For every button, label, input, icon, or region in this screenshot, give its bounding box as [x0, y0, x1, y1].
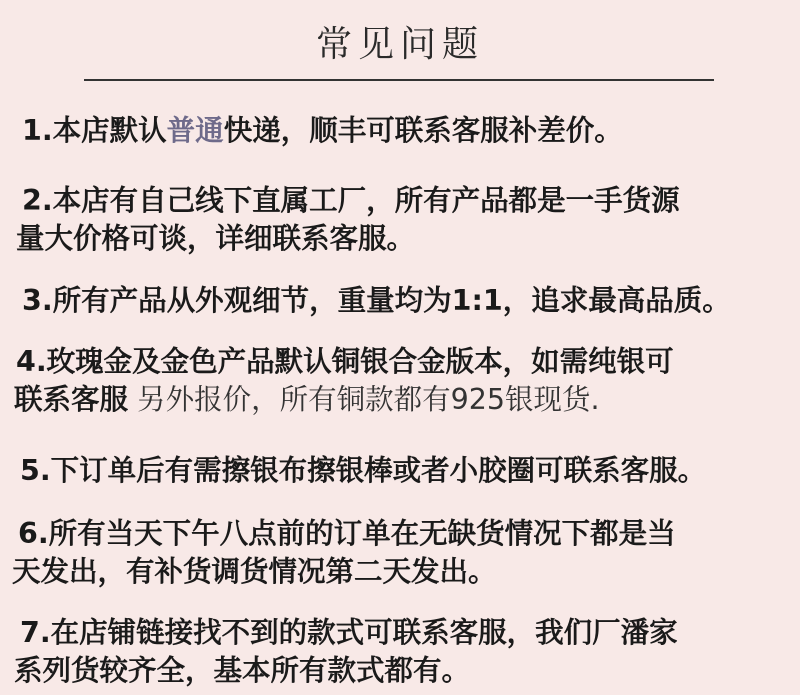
faq-item-7 [14, 614, 800, 690]
page-title: 常见问题 [315, 24, 484, 65]
faq-1-text-c: 快递，顺丰可联系客服补差价。 [223, 114, 623, 147]
title-divider [84, 79, 714, 81]
faq-item-2 [16, 182, 800, 258]
faq-6-line-2: 天发出，有补货调货情况第二天发出。 [12, 555, 497, 588]
faq-item-4 [16, 343, 800, 419]
faq-7-line-2: 系列货较齐全，基本所有款式都有。 [14, 654, 471, 687]
faq-6-line-1: 6.所有当天下午八点前的订单在无缺货情况下都是当 [18, 517, 676, 550]
faq-item-3 [22, 282, 800, 320]
faq-1-text-a: 1.本店默认 [22, 114, 167, 147]
faq-1-highlight: 普通 [166, 114, 224, 147]
faq-7-line-1: 7.在店铺链接找不到的款式可联系客服，我们厂潘家 [20, 616, 678, 649]
faq-item-1 [22, 112, 800, 150]
faq-5-line-1: 5.下订单后有需擦银布擦银棒或者小胶圈可联系客服。 [20, 454, 707, 487]
faq-4-line-2b: 另外报价，所有铜款都有925银现货. [128, 383, 600, 416]
faq-3-line-1: 3.所有产品从外观细节，重量均为1:1，追求最高品质。 [22, 284, 731, 317]
faq-item-6 [12, 515, 800, 591]
faq-2-line-1: 2.本店有自己线下直属工厂，所有产品都是一手货源 [22, 184, 680, 217]
faq-4-line-2a: 联系客服 [14, 383, 129, 416]
faq-2-line-2: 量大价格可谈，详细联系客服。 [16, 222, 416, 255]
faq-4-line-1: 4.玫瑰金及金色产品默认铜银合金版本，如需纯银可 [16, 345, 674, 378]
faq-item-5 [20, 452, 800, 490]
